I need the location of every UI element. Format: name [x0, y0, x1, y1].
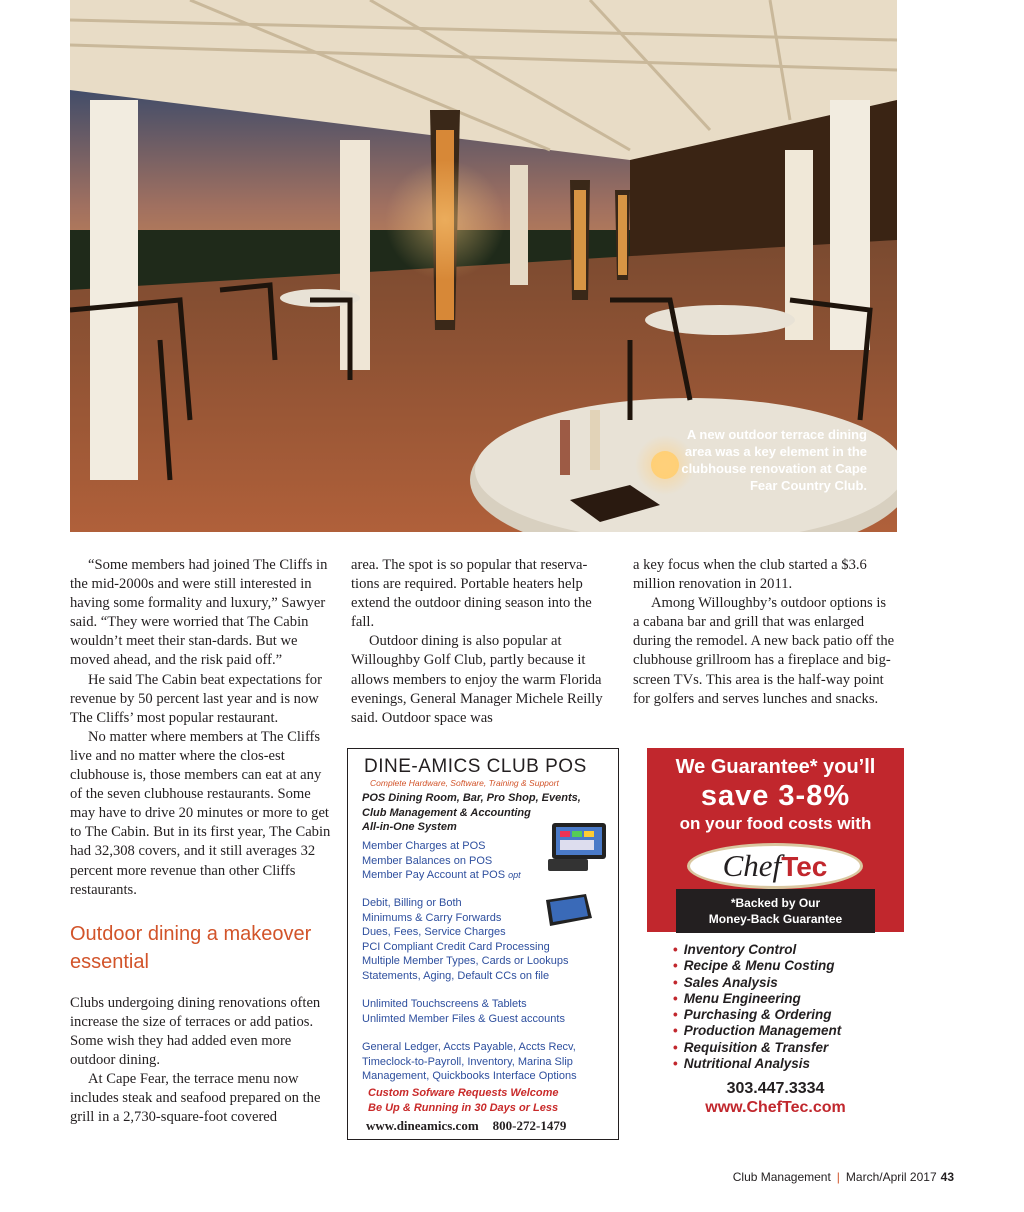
- list-item: • Inventory Control: [673, 942, 885, 958]
- paragraph: “Some members had joined The Cliffs in the mid-2000s and were still interested in having some formality and luxury,” Sawyer said. “They were worried that The Cabin wouldn’t meet their stan-dards. But we moved ahead, and the risk paid off.”: [70, 557, 328, 669]
- photo-caption: A new outdoor terrace dining area was a key element in the clubhouse renovation at Cape Fear Country Club.: [681, 427, 867, 493]
- ad-feature-group: Debit, Billing or Both Minimums & Carry Forwards Dues, Fees, Service Charges PCI Compliant Credit Card Processing Multiple Member Types, Cards or Lookups Statements, Aging, Default CCs on file: [362, 897, 569, 982]
- ad-website: www.ChefTec.com: [705, 1099, 846, 1116]
- guarantee-box: *Backed by Our Money-Back Guarantee: [676, 889, 875, 933]
- ad-savings: save 3-8%: [700, 780, 851, 812]
- paragraph: area. The spot is so popular that reserva-tions are required. Portable heaters help extend the outdoor dining season into the fall.: [351, 557, 592, 631]
- list-item: • Production Management: [673, 1023, 885, 1039]
- paragraph: Clubs undergoing dining renovations often increase the size of terraces or add patios. Some wish they had added even more outdoor dining.: [70, 994, 321, 1068]
- ad-tagline: Complete Hardware, Software, Training & Support: [370, 778, 559, 788]
- page-footer: [733, 1170, 954, 1184]
- feature-list: [673, 938, 885, 1076]
- ad-feature-group: Member Charges at POS Member Balances on POS Member Pay Account at POS opt: [362, 840, 521, 881]
- ad-phone: 800-272-1479: [492, 1118, 567, 1133]
- issue-date: March/April 2017: [845, 1170, 937, 1184]
- ad-subheadline: on your food costs with: [679, 814, 872, 833]
- ad-promo: Custom Sofware Requests Welcome Be Up & Running in 30 Days or Less: [368, 1087, 559, 1114]
- tablet-icon: [540, 892, 596, 928]
- footer-separator: |: [836, 1170, 840, 1184]
- paragraph: He said The Cabin beat expectations for revenue by 50 percent last year and is now The Cliffs’ most popular restaurant.: [70, 671, 322, 726]
- article-column-1: [70, 556, 332, 1127]
- section-subhead: Outdoor dining a makeover essential: [70, 922, 312, 973]
- pos-terminal-icon: [544, 821, 610, 873]
- cheftec-ad: [647, 748, 904, 1140]
- paragraph: Among Willoughby’s outdoor options is a cabana bar and grill that was enlarged during the remodel. A new back patio off the clubhouse grillroom has a fireplace and big-screen TVs. This area is the half-way point for golfers and serves lunches and snacks.: [633, 595, 895, 707]
- publication-name: Club Management: [732, 1170, 831, 1184]
- ad-headline: POS Dining Room, Bar, Pro Shop, Events, Club Management & Accounting All-in-One System: [362, 792, 581, 833]
- list-item: • Sales Analysis: [673, 975, 885, 991]
- paragraph: Outdoor dining is also popular at Willoughby Golf Club, partly because it allows members to enjoy the warm Florida evenings, General Manager Michele Reilly said. Outdoor space was: [351, 633, 603, 726]
- page-number: 43: [940, 1170, 954, 1184]
- ad-headline: We Guarantee* you’ll: [675, 756, 876, 778]
- cheftec-logo: ChefTec: [687, 843, 863, 889]
- terrace-photo: [70, 0, 897, 532]
- list-item: • Recipe & Menu Costing: [673, 958, 885, 974]
- paragraph: At Cape Fear, the terrace menu now includes steak and seafood prepared on the grill in a 2,730-square-foot covered: [70, 1071, 321, 1126]
- paragraph: No matter where members at The Cliffs live and no matter where the clos-est clubhouse is, those members can eat at any of the seven clubhouse restaurants. Some may have to drive 20 minutes or more to get to The Cabin. But in its first year, The Cabin had 32,308 covers, and it still averages 32 percent more revenue than other Cliffs restaurants.: [70, 728, 331, 898]
- article-column-3: [633, 556, 895, 709]
- ad-website: www.dineamics.com: [366, 1118, 479, 1133]
- paragraph: a key focus when the club started a $3.6 million renovation in 2011.: [633, 557, 867, 593]
- list-item: • Requisition & Transfer: [673, 1040, 885, 1056]
- list-item: • Purchasing & Ordering: [673, 1007, 885, 1023]
- ad-feature-group: General Ledger, Accts Payable, Accts Recv, Timeclock-to-Payroll, Inventory, Marina Slip Management, Quickbooks Interface Options: [362, 1041, 577, 1082]
- ad-feature-group: Unlimited Touchscreens & Tablets Unlimted Member Files & Guest accounts: [362, 998, 565, 1025]
- ad-phone: 303.447.3334: [726, 1080, 825, 1097]
- ad-contact: [366, 1118, 566, 1134]
- article-column-2: [351, 556, 613, 728]
- dineamics-ad: [347, 748, 619, 1140]
- ad-brand: DINE-AMICS CLUB POS: [364, 756, 587, 777]
- list-item: • Menu Engineering: [673, 991, 885, 1007]
- list-item: • Nutritional Analysis: [673, 1056, 885, 1072]
